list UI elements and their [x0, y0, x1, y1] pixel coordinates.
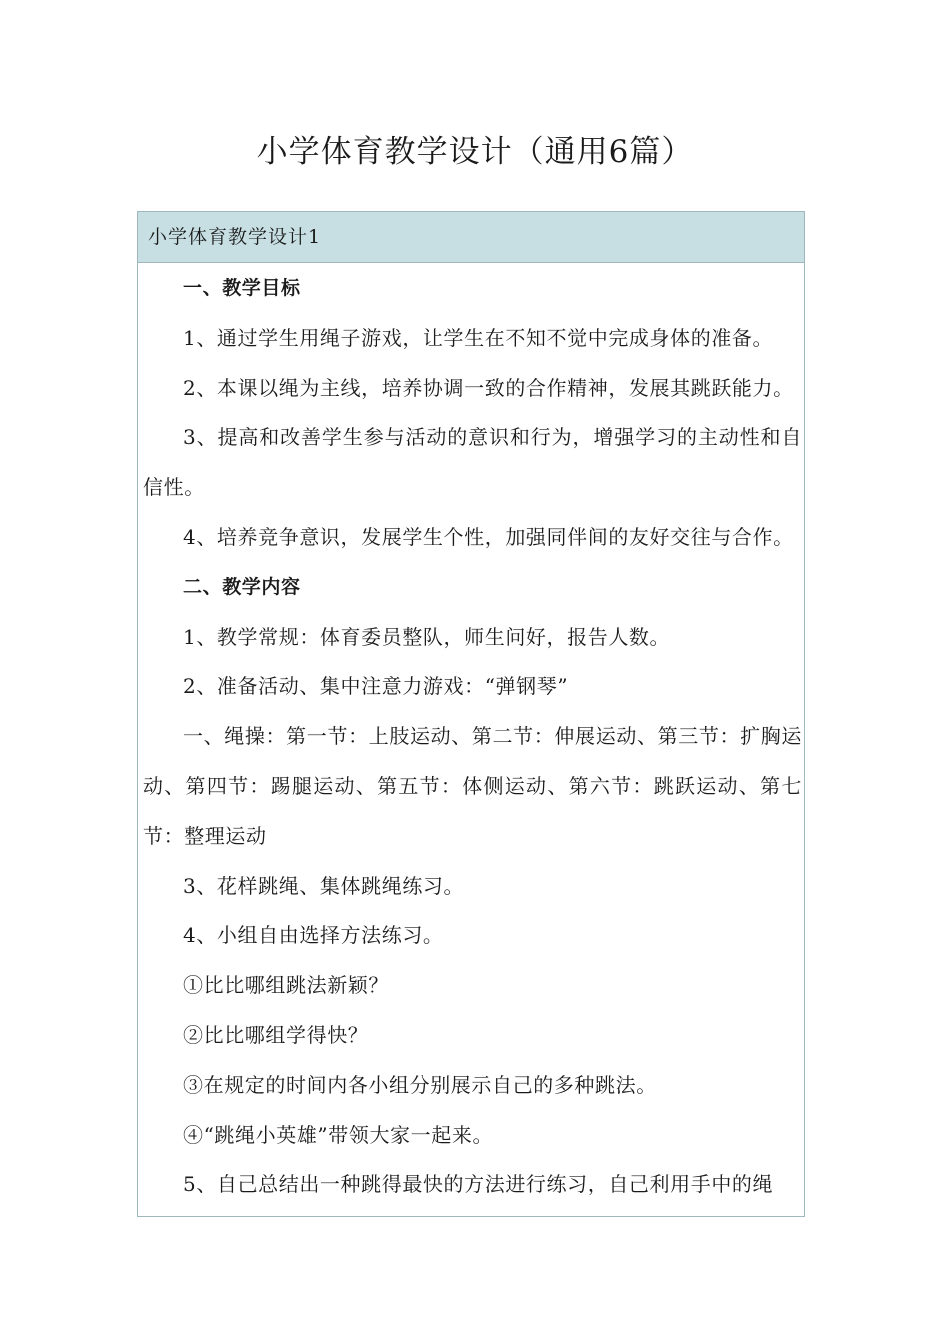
paragraph: ①比比哪组跳法新颖？ — [183, 973, 389, 998]
paragraph: 3、提高和改善学生参与活动的意识和行为，增强学习的主动性和自信性。 — [143, 425, 802, 500]
paragraph: 一、绳操：第一节：上肢运动、第二节：伸展运动、第三节：扩胸运动、第四节：踢腿运动、第五节：体侧运动、第六节：跳跃运动、第七节：整理运动 — [143, 724, 802, 848]
paragraph: 4、小组自由选择方法练习。 — [183, 923, 444, 948]
heading-teaching-goals: 一、教学目标 — [183, 277, 301, 299]
paragraph: ④“跳绳小英雄”带领大家一起来。 — [183, 1122, 494, 1147]
paragraph: 3、花样跳绳、集体跳绳练习。 — [183, 873, 465, 898]
paragraph: 4、培养竞争意识，发展学生个性，加强同伴间的友好交往与合作。 — [183, 524, 794, 549]
paragraph: 2、准备活动、集中注意力游戏：“弹钢琴” — [183, 674, 569, 699]
document-title: 小学体育教学设计（通用6篇） — [256, 134, 694, 170]
section-body — [138, 263, 804, 1210]
paragraph: 1、教学常规：体育委员整队，师生问好，报告人数。 — [183, 624, 671, 649]
paragraph: 5、自己总结出一种跳得最快的方法进行练习，自己利用手中的绳 — [183, 1172, 774, 1197]
paragraph: ②比比哪组学得快？ — [183, 1022, 369, 1047]
heading-teaching-content: 二、教学内容 — [183, 575, 301, 598]
paragraph: 1、通过学生用绳子游戏，让学生在不知不觉中完成身体的准备。 — [183, 325, 774, 350]
section-table — [137, 211, 805, 1217]
paragraph: 2、本课以绳为主线，培养协调一致的合作精神，发展其跳跃能力。 — [183, 375, 794, 400]
paragraph: ③在规定的时间内各小组分别展示自己的多种跳法。 — [183, 1072, 657, 1097]
section-header: 小学体育教学设计1 — [138, 212, 804, 263]
